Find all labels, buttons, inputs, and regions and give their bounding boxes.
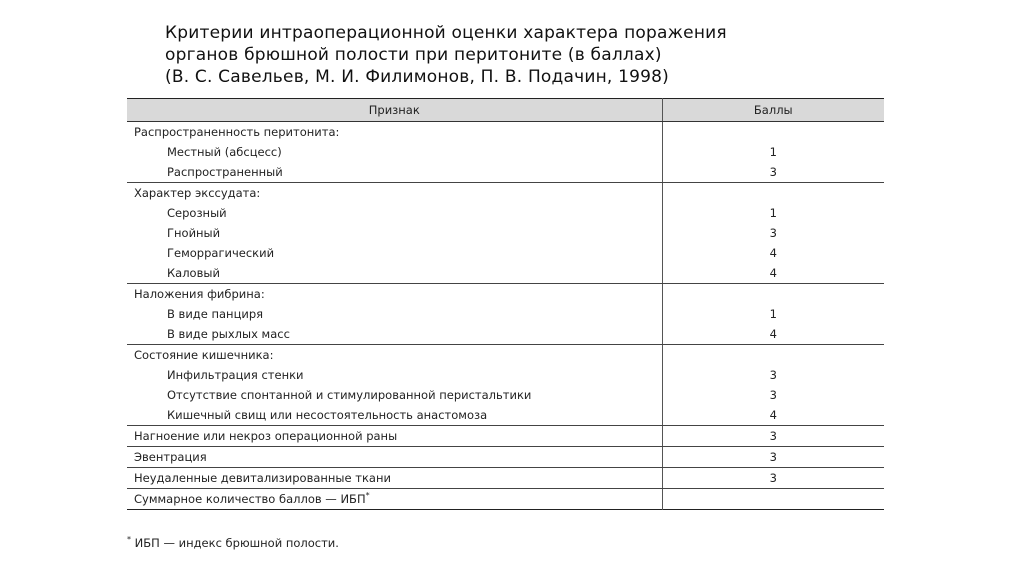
group-peritonitis-spread xyxy=(127,122,884,183)
item-score: 3 xyxy=(769,471,777,485)
group-title: Наложения фибрина: xyxy=(134,287,265,301)
row-total xyxy=(127,489,884,510)
footnote xyxy=(127,536,339,550)
item-score: 3 xyxy=(769,165,777,179)
group-exudate xyxy=(127,183,884,284)
group-intestine xyxy=(127,345,884,426)
header-score: Баллы xyxy=(662,99,884,122)
item-score: 1 xyxy=(769,206,777,220)
item-score: 3 xyxy=(769,226,777,240)
item-label: В виде панциря xyxy=(167,307,264,321)
table-header-row xyxy=(127,99,884,122)
title-line-3: (В. С. Савельев, М. И. Филимонов, П. В. Подачин, 1998) xyxy=(165,67,670,87)
item-score: 4 xyxy=(769,246,777,260)
item-label: В виде рыхлых масс xyxy=(167,327,290,341)
item-score: 4 xyxy=(769,327,777,341)
group-title: Распространенность перитонита: xyxy=(134,125,340,139)
total-marker: * xyxy=(365,491,370,501)
item-score: 3 xyxy=(769,388,777,402)
title-line-2: органов брюшной полости при перитоните (в баллах) xyxy=(165,45,662,65)
item-label: Отсутствие спонтанной и стимулированной перистальтики xyxy=(167,388,532,402)
item-label: Распространенный xyxy=(167,165,283,179)
item-score: 1 xyxy=(769,307,777,321)
item-score: 3 xyxy=(769,450,777,464)
item-label: Неудаленные девитализированные ткани xyxy=(134,471,391,485)
item-label: Инфильтрация стенки xyxy=(167,368,304,382)
item-score: 4 xyxy=(769,266,777,280)
item-score: 3 xyxy=(769,368,777,382)
item-label: Серозный xyxy=(167,206,227,220)
item-score: 1 xyxy=(769,145,777,159)
item-label: Местный (абсцесс) xyxy=(167,145,282,159)
row-eventration xyxy=(127,447,884,468)
criteria-table xyxy=(127,98,884,510)
document-title xyxy=(165,22,925,88)
group-title: Состояние кишечника: xyxy=(134,348,274,362)
item-score: 4 xyxy=(769,408,777,422)
item-label: Геморрагический xyxy=(167,246,275,260)
item-score: 3 xyxy=(769,429,777,443)
item-label: Гнойный xyxy=(167,226,221,240)
header-sign: Признак xyxy=(127,99,662,122)
row-devitalized-tissue xyxy=(127,468,884,489)
item-label: Нагноение или некроз операционной раны xyxy=(134,429,398,443)
group-fibrin xyxy=(127,284,884,345)
item-label: Кишечный свищ или несостоятельность анастомоза xyxy=(167,408,488,422)
row-wound-suppuration xyxy=(127,426,884,447)
title-line-1: Критерии интраоперационной оценки характера поражения xyxy=(165,23,727,43)
total-score xyxy=(663,489,884,509)
item-label: Эвентрация xyxy=(134,450,207,464)
footnote-marker: * xyxy=(127,535,131,545)
footnote-text: ИБП — индекс брюшной полости. xyxy=(131,536,339,550)
group-title: Характер экссудата: xyxy=(134,186,261,200)
total-label: Суммарное количество баллов — ИБП xyxy=(134,492,366,506)
item-label: Каловый xyxy=(167,266,220,280)
